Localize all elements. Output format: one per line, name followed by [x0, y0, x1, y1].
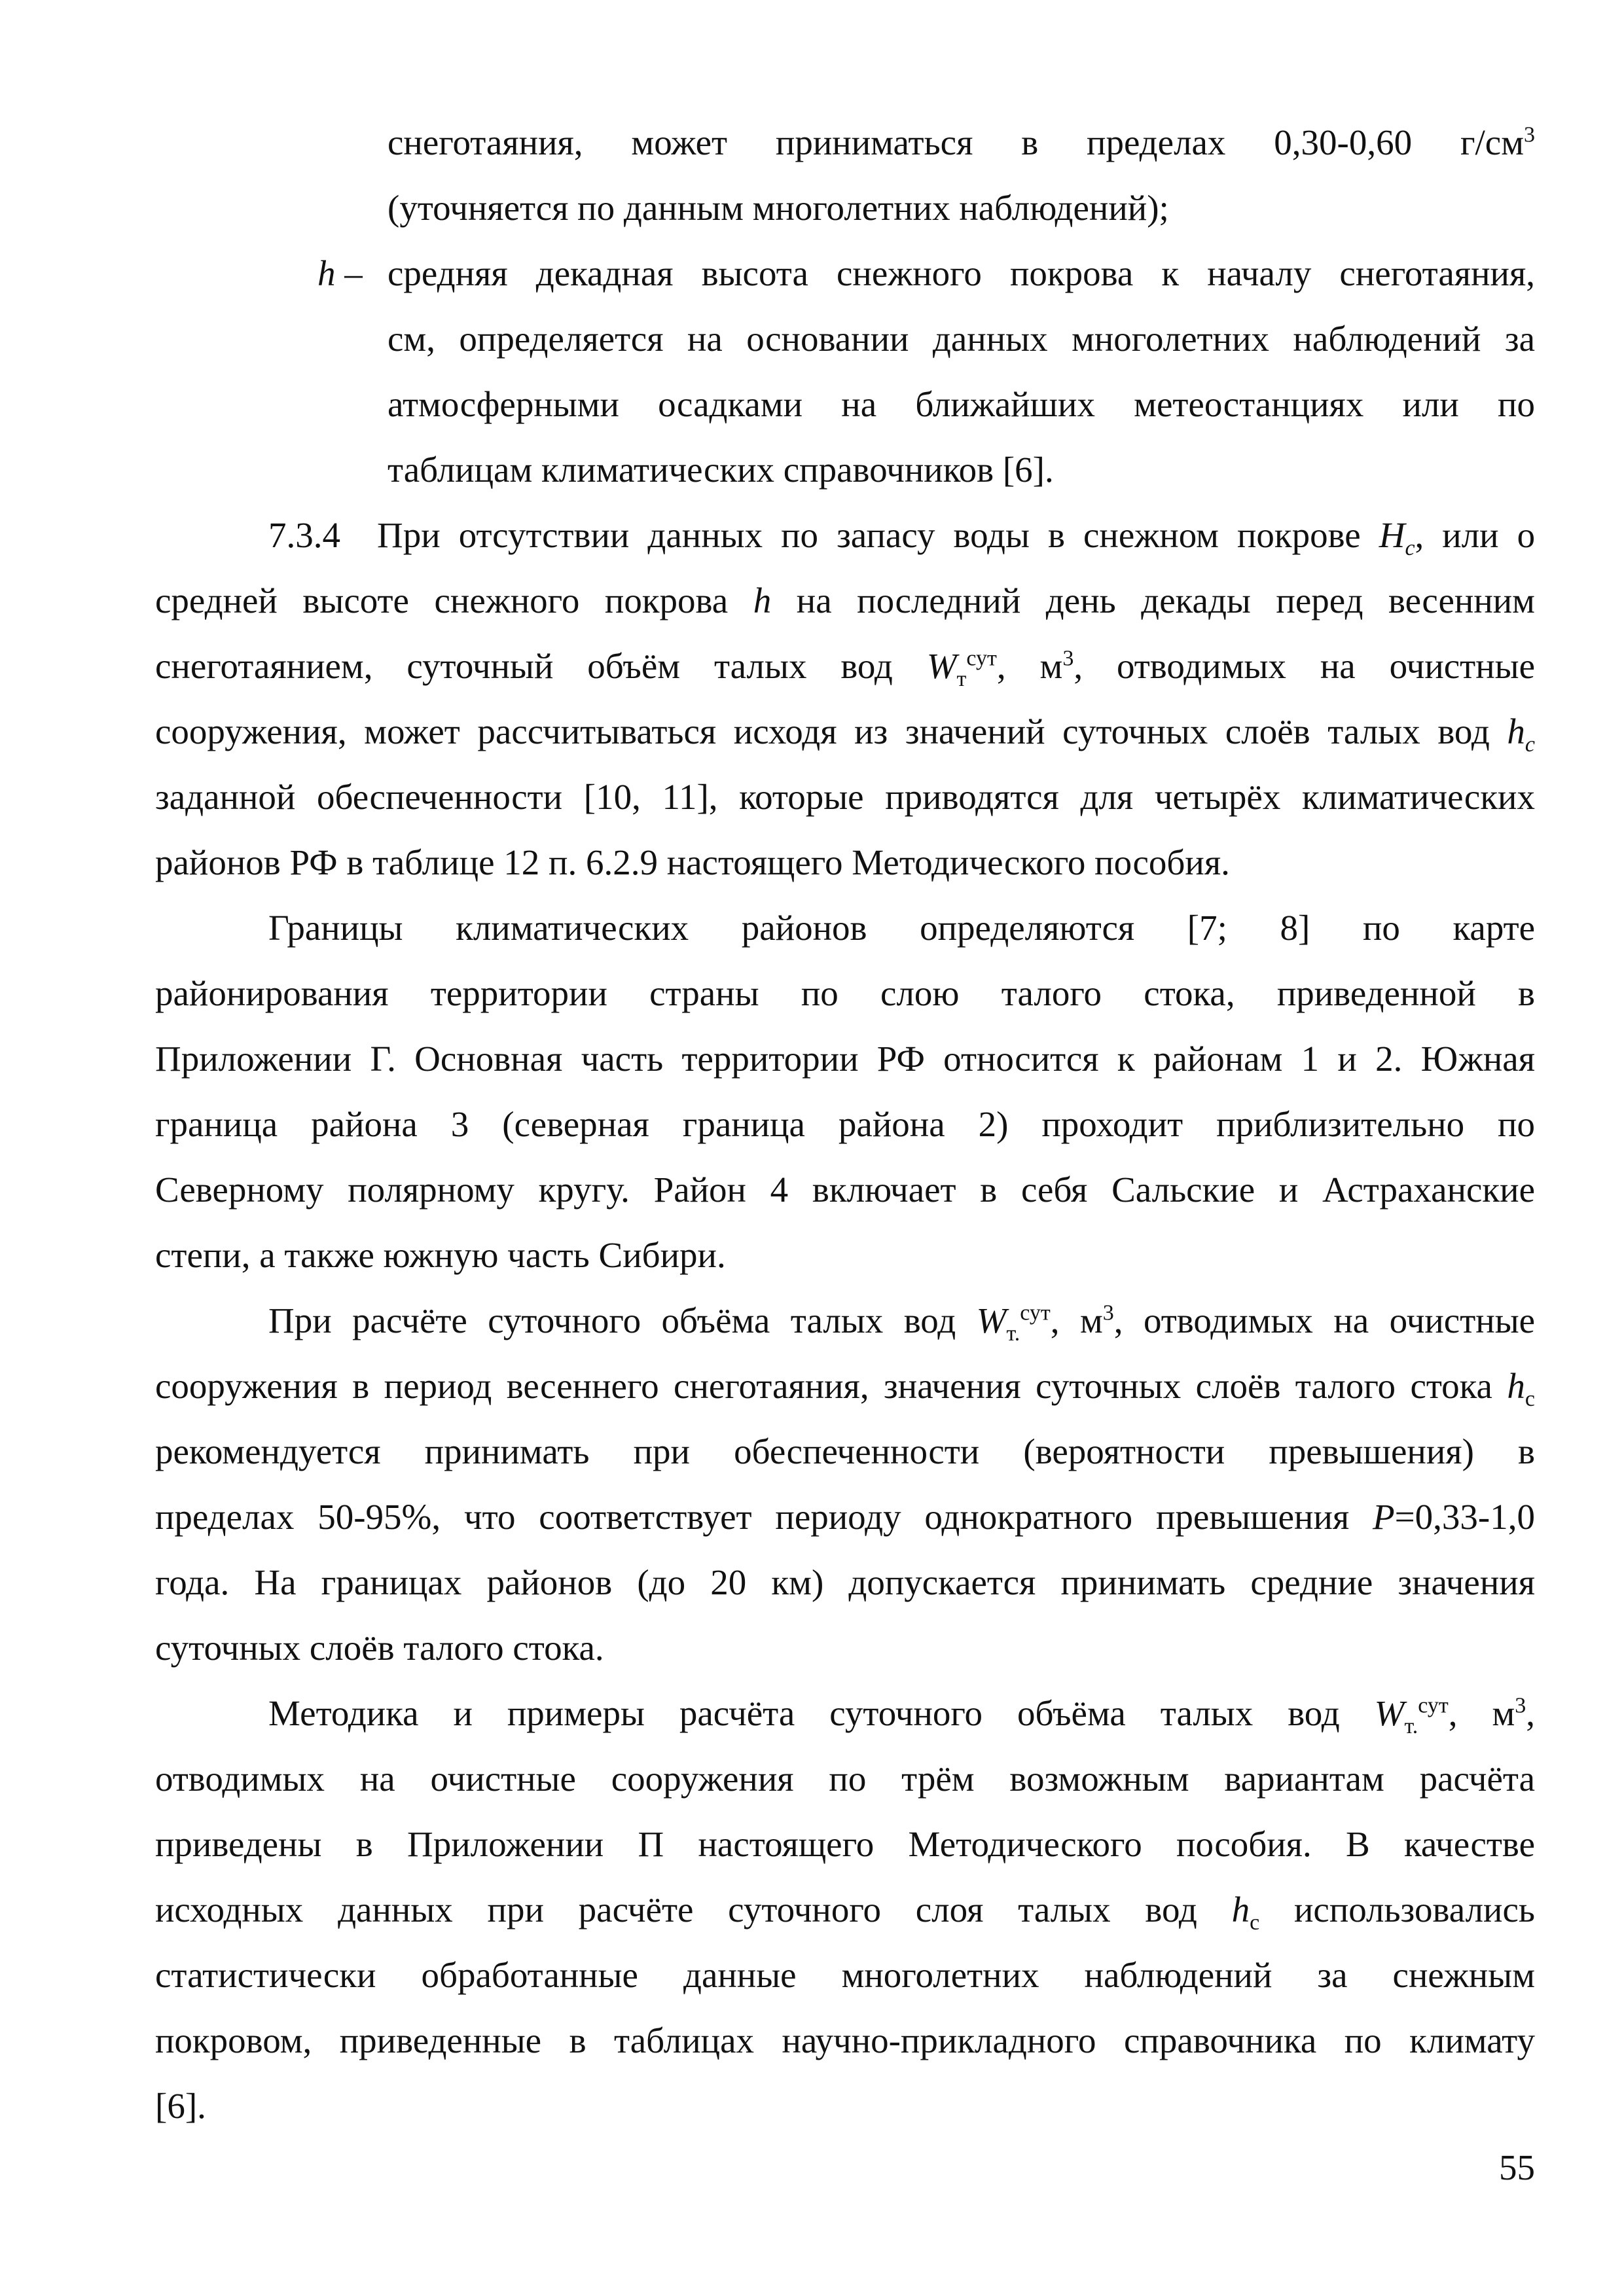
text-line-21: рекомендуется принимать при обеспеченности (вероятности превышения) в [155, 1431, 1535, 1471]
text-line-24: суточных слоёв талого стока. [155, 1628, 604, 1668]
text-line-2: (уточняется по данным многолетних наблюдений); [388, 188, 1169, 228]
text-line-16: граница района 3 (северная граница района 2) проходит приблизительно по [155, 1104, 1535, 1144]
text-line-15: Приложении Г. Основная часть территории РФ относится к районам 1 и 2. Южная [155, 1039, 1535, 1079]
text-line-4: см, определяется на основании данных многолетних наблюдений за [388, 319, 1535, 359]
text-line-5: атмосферными осадками на ближайших метеостанциях или по [388, 384, 1535, 424]
text-line-3: средняя декадная высота снежного покрова к началу снеготаяния, [388, 253, 1535, 293]
text-line-30: покровом, приведенные в таблицах научно-прикладного справочника по климату [155, 2020, 1535, 2060]
text-line-13: Границы климатических районов определяются [7; 8] по карте [268, 908, 1536, 948]
text-line-23: года. На границах районов (до 20 км) допускается принимать средние значения [155, 1562, 1535, 1602]
text-line-28: исходных данных при расчёте суточного слоя талых вод $h_c$ использовались [155, 1890, 1535, 1935]
text-line-1: снеготаяния, может приниматься в пределах 0,30-0,60 $г/см^3$ [388, 122, 1535, 162]
text-line-10: сооружения, может рассчитываться исходя из значений суточных слоёв талых вод $h_c$ [155, 711, 1535, 757]
text-line-31: [6]. [155, 2086, 206, 2126]
text-line-22: пределах 50-95%, что соответствует периоду однократного превышения P=0,33-1,0 [155, 1497, 1535, 1537]
text-line-18: степи, а также южную часть Сибири. [155, 1235, 726, 1275]
text-line-12: районов РФ в таблице 12 п. 6.2.9 настоящего Методического пособия. [155, 842, 1230, 882]
symbol-h-definition: h – [317, 253, 363, 293]
text-line-20: сооружения в период весеннего снеготаяния, значения суточных слоёв талого стока $h_c$ [155, 1366, 1535, 1411]
text-line-8: средней высоте снежного покрова h на последний день декады перед весенним [155, 581, 1535, 620]
text-line-9: снеготаянием, суточный объём талых вод $W_т^{сут}$, $м^3$, отводимых на очистные [155, 646, 1536, 691]
text-line-27: приведены в Приложении П настоящего Методического пособия. В качестве [155, 1824, 1535, 1864]
text-line-7: 7.3.4 При отсутствии данных по запасу воды в снежном покрове $H_c$, или о [268, 515, 1536, 560]
text-line-19: При расчёте суточного объёма талых вод $W_{т.}^{сут}$, $м^3$, отводимых на очистные [268, 1300, 1536, 1346]
text-line-29: статистически обработанные данные многолетних наблюдений за снежным [155, 1955, 1535, 1995]
text-line-25: Методика и примеры расчёта суточного объёма талых вод $W_{т.}^{сут}$, $м^3$, [268, 1693, 1536, 1738]
text-line-26: отводимых на очистные сооружения по трём возможным вариантам расчёта [155, 1759, 1535, 1799]
text-line-11: заданной обеспеченности [10, 11], которые приводятся для четырёх климатических [155, 777, 1535, 817]
text-line-17: Северному полярному кругу. Район 4 включает в себя Сальские и Астраханские [155, 1170, 1535, 1210]
text-line-6: таблицам климатических справочников [6]. [388, 450, 1054, 490]
text-line-14: районирования территории страны по слою талого стока, приведенной в [155, 973, 1535, 1013]
page-number: 55 [1499, 2147, 1535, 2187]
